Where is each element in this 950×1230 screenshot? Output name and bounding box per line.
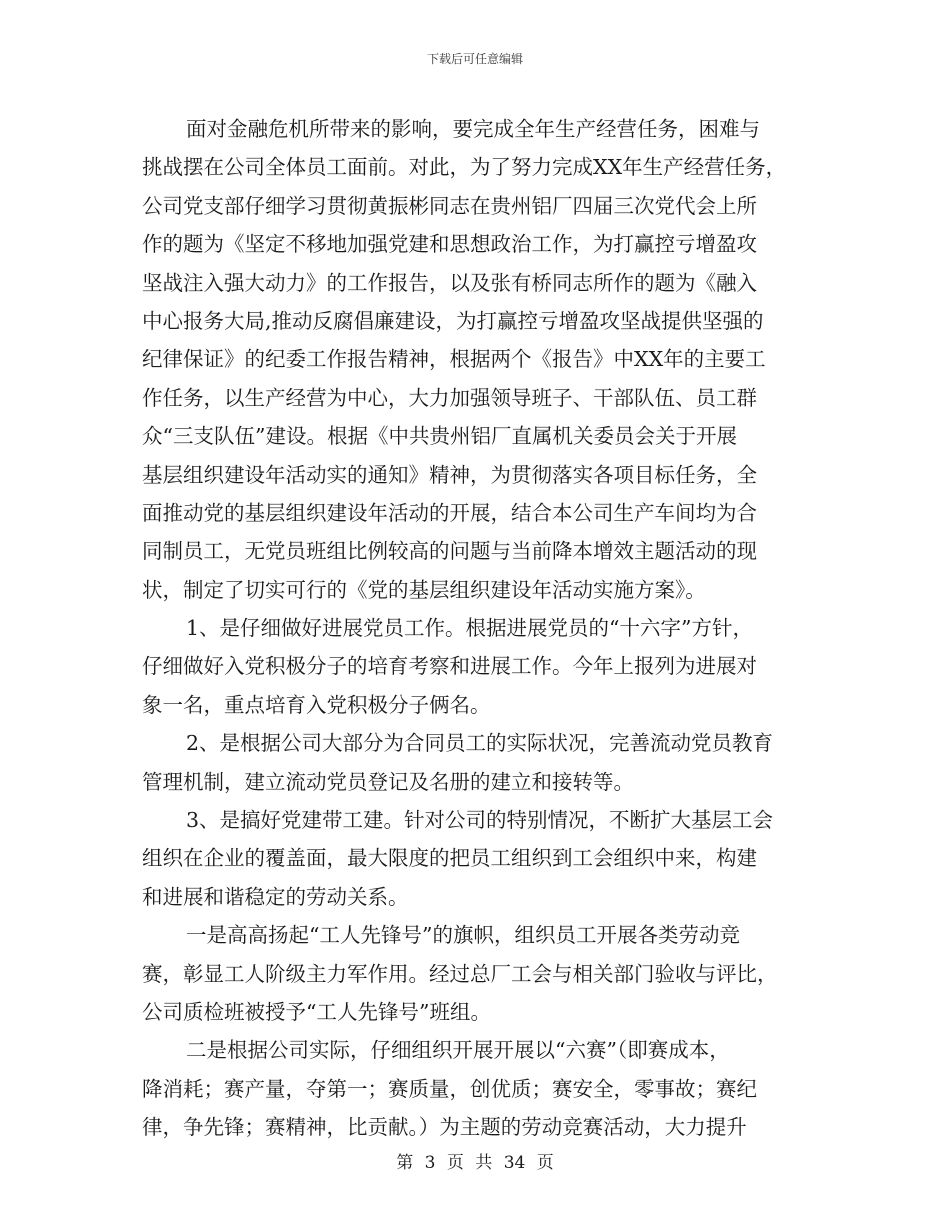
paragraph-line: 作任务，以生产经营为中心，大力加强领导班子、干部队伍、员工群 bbox=[142, 385, 757, 410]
paragraph-line: 纪律保证》的纪委工作报告精神，根据两个《报告》中XX年的主要工 bbox=[142, 347, 766, 372]
paragraph-first-line: 2、是根据公司大部分为合同员工的实际状况，完善流动党员教育 bbox=[186, 731, 774, 756]
paragraph-line: 基层组织建设年活动实的通知》精神，为贯彻落实各项目标任务，全 bbox=[142, 462, 757, 487]
page-header: 下载后可任意编辑 bbox=[426, 52, 523, 66]
paragraph-line: 坚战注入强大动力》的工作报告，以及张有桥同志所作的题为《融入 bbox=[142, 270, 757, 295]
paragraph-first-line: 面对金融危机所带来的影响，要完成全年生产经营任务，困难与 bbox=[186, 117, 760, 141]
paragraph-line: 公司党支部仔细学习贯彻黄振彬同志在贵州铝厂四届三次党代会上所 bbox=[142, 193, 757, 218]
paragraph-line: 作的题为《坚定不移地加强党建和思想政治工作，为打赢控亏增盈攻 bbox=[142, 232, 757, 257]
paragraph-line: 中心报务大局,推动反腐倡廉建设，为打赢控亏增盈攻坚战提供坚强的 bbox=[142, 308, 764, 333]
paragraph-line: 象一名，重点培育入党积极分子俩名。 bbox=[142, 692, 491, 717]
paragraph-line: 赛，彰显工人阶级主力军作用。经过总厂工会与相关部门验收与评比， bbox=[142, 961, 778, 986]
paragraph-first-line: 1、是仔细做好进展党员工作。根据进展党员的“十六字”方针， bbox=[186, 616, 754, 641]
paragraph-line: 仔细做好入党积极分子的培育考察和进展工作。今年上报列为进展对 bbox=[142, 654, 757, 679]
paragraph-first-line: 3、是搞好党建带工建。针对公司的特别情况，不断扩大基层工会 bbox=[186, 808, 774, 833]
page-number-footer: 第 3 页 共 34 页 bbox=[396, 1153, 554, 1173]
paragraph-line: 状，制定了切实可行的《党的基层组织建设年活动实施方案》。 bbox=[142, 577, 706, 602]
paragraph-line: 众“三支队伍”建设。根据《中共贵州铝厂直属机关委员会关于开展 bbox=[142, 424, 737, 449]
paragraph-line: 律，争先锋；赛精神，比贡献。）为主题的劳动竞赛活动，大力提升 bbox=[142, 1115, 747, 1140]
paragraph-line: 组织在企业的覆盖面，最大限度的把员工组织到工会组织中来，构建 bbox=[142, 846, 757, 871]
document-body bbox=[142, 110, 812, 1147]
paragraph-line: 同制员工，无党员班组比例较高的问题与当前降本增效主题活动的现 bbox=[142, 539, 757, 564]
paragraph-line: 挑战摆在公司全体员工面前。对此，为了努力完成XX年生产经营任务， bbox=[142, 155, 787, 180]
paragraph-first-line: 一是高高扬起“工人先锋号”的旗帜，组织员工开展各类劳动竞 bbox=[186, 923, 740, 948]
paragraph-line: 面推动党的基层组织建设年活动的开展，结合本公司生产车间均为合 bbox=[142, 500, 757, 525]
paragraph-line: 管理机制，建立流动党员登记及名册的建立和接转等。 bbox=[142, 769, 634, 794]
paragraph-line: 降消耗；赛产量，夺第一；赛质量，创优质；赛安全，零事故；赛纪 bbox=[142, 1076, 757, 1101]
paragraph-line: 公司质检班被授予“工人先锋号”班组。 bbox=[142, 999, 491, 1024]
paragraph-first-line: 二是根据公司实际，仔细组织开展开展以“六赛”（即赛成本， bbox=[186, 1038, 730, 1063]
paragraph-line: 和进展和谐稳定的劳动关系。 bbox=[142, 884, 409, 909]
